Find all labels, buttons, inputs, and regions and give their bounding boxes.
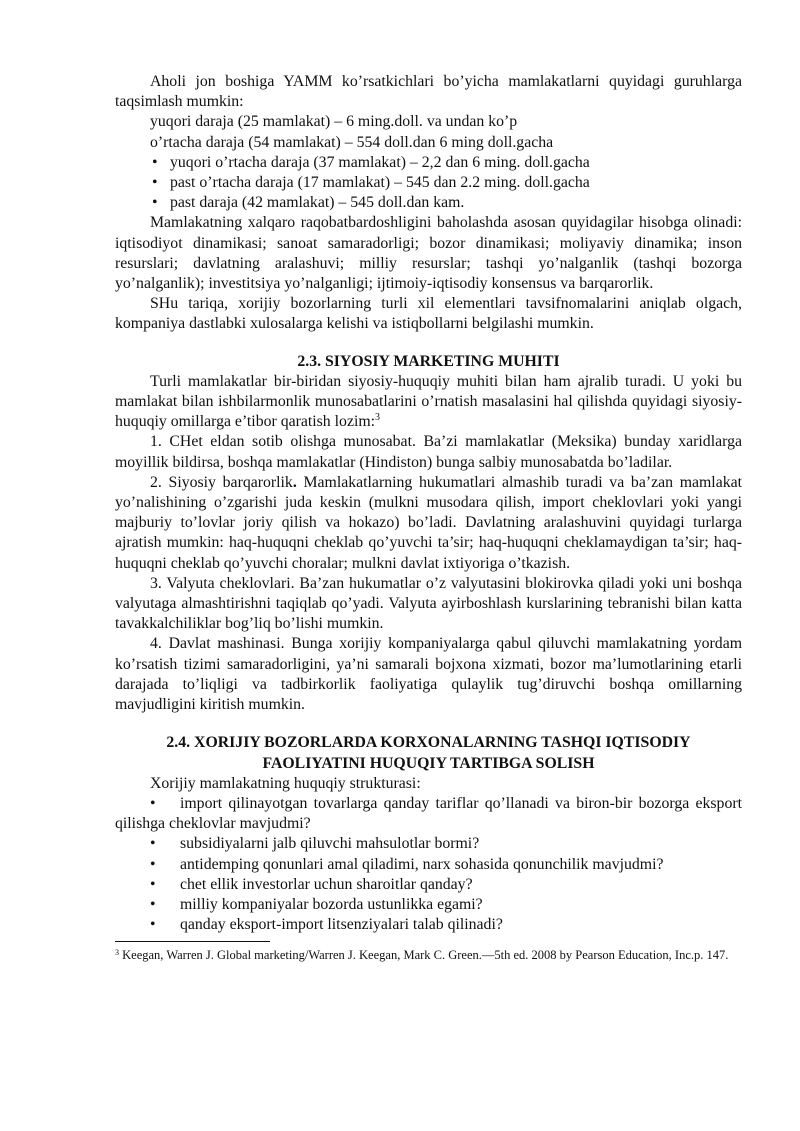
legal-bullet-item: • subsidiyalarni jalb qiluvchi mahsulotlar bormi? [115, 834, 742, 854]
paragraph-competitiveness: Mamlakatning xalqaro raqobatbardoshligini baholashda asosan quyidagilar hisobga olinadi: iqtisodiyot dinamikasi; sanoat samaradorligi; bozor dinamikasi; moliyaviy dinamika; inson resurslari; davlatning aralashuvi; milliy resurslar; tashqi yo’nalganlik (tashqi bozorga yo’nalganlik); investitsiya yo’nalganligi; ijtimoiy-iqtisodiy konsensus va barqarorlik. [115, 214, 742, 293]
group-item: o’rtacha daraja (54 mamlakat) – 554 doll.dan 6 ming doll.gacha [150, 133, 554, 151]
paragraph-conclusion: SHu tariqa, xorijiy bozorlarning turli xil elementlari tavsifnomalarini aniqlab olgach, kompaniya dastlabki xulosalarga kelishi va istiqbollarni belgilashi mumkin. [115, 295, 742, 333]
footnote-separator [115, 941, 270, 942]
group-bullet-item: • past daraja (42 mamlakat) – 545 doll.dan kam. [115, 193, 742, 213]
document-page [115, 72, 742, 965]
section-heading-2-4-line2: FAOLIYATINI HUQUQIY TARTIBGA SOLISH [262, 754, 595, 772]
numbered-item-4: 4. Davlat mashinasi. Bunga xorijiy kompaniyalarga qabul qiluvchi mamlakatning yordam ko’rsatish tizimi samaradorligini, ya’ni samarali bojxona xizmati, bozor ma’lumotlarining etarli darajada to’liqligi va tadbirkorlik faoliyatiga qulaylik tug’diruvchi boshqa omillarning mavjudligini kiritish mumkin. [115, 635, 742, 714]
legal-bullet-item: • qanday eksport-import litsenziyalari talab qilinadi? [115, 915, 742, 935]
paragraph-intro: Aholi jon boshiga YAMM ko’rsatkichlari bo’yicha mamlakatlarni quyidagi guruhlarga taqsimlash mumkin: [115, 73, 742, 111]
group-bullet-item: • past o’rtacha daraja (17 mamlakat) – 545 dan 2.2 ming. doll.gacha [115, 173, 742, 193]
section-2-3-intro [115, 372, 742, 433]
footnote-text: Keegan, Warren J. Global marketing/Warren J. Keegan, Mark C. Green.—5th ed. 2008 by Pearson Education, Inc.p. 147. [119, 948, 729, 963]
section-heading-2-3: 2.3. SIYOSIY MARKETING MUHITI [297, 352, 560, 370]
numbered-item-2-head: 2. Siyosiy barqarorlik [150, 473, 293, 491]
legal-bullet-item: • antidemping qonunlari amal qiladimi, narx sohasida qonunchilik mavjudmi? [115, 855, 742, 875]
numbered-item-2-body: Mamlakatlarning hukumatlari almashib turadi va ba’zan mamlakat yo’nalishining o’zgarishi juda keskin (mulkni musodara qilish, import cheklovlari yoki yangi majburiy to’lovlar joriy qilish va hokazo) bo’ladi. Davlatning aralashuvini quyidagi turlarga ajratish mumkin: haq-huquqni cheklab qo’yuvchi ta’sir; haq-huquqni cheklamaydigan ta’sir; haq-huquqni cheklab qo’yuvchi choralar; mulkni davlat ixtiyoriga o’tkazish. [115, 473, 743, 572]
section-heading-2-4-line1: 2.4. XORIJIY BOZORLARDA KORXONALARNING TASHQI IQTISODIY [166, 734, 691, 752]
footnote-mark: 3 [115, 948, 119, 958]
group-bullet-item: • yuqori o’rtacha daraja (37 mamlakat) – 2,2 dan 6 ming. doll.gacha [115, 153, 742, 173]
section-2-3-intro-text: Turli mamlakatlar bir-biridan siyosiy-huquqiy muhiti bilan ham ajralib turadi. U yoki bu mamlakat bilan ishbilarmonlik munosabatlarini o’rnatish masalasini hal qilishda quyidagi siyosiy-huquqiy omillarga e’tibor qaratish lozim: [115, 372, 742, 431]
numbered-item-2-dot: . [292, 473, 297, 491]
numbered-item-2 [115, 473, 742, 574]
footnote [115, 946, 742, 965]
footnote-reference[interactable]: 3 [375, 412, 381, 424]
legal-bullet-item: • chet ellik investorlar uchun sharoitlar qanday? [115, 875, 742, 895]
section-2-4-intro: Xorijiy mamlakatning huquqiy strukturasi: [150, 774, 421, 792]
group-item: yuqori daraja (25 mamlakat) – 6 ming.doll. va undan ko’p [150, 113, 518, 131]
numbered-item-1: 1. CHet eldan sotib olishga munosabat. Ba’zi mamlakatlar (Meksika) bunday xaridlarga moyillik bildirsa, boshqa mamlakatlar (Hindiston) bunga salbiy munosabatda bo’ladilar. [115, 433, 742, 471]
legal-bullet-item: • import qilinayotgan tovarlarga qanday tariflar qo’llanadi va biron-bir bozorga eksport qilishga cheklovlar mavjudmi? [115, 794, 742, 834]
legal-bullet-item: • milliy kompaniyalar bozorda ustunlikka egami? [115, 895, 742, 915]
numbered-item-3: 3. Valyuta cheklovlari. Ba’zan hukumatlar o’z valyutasini blokirovka qiladi yoki uni boshqa valyutaga almashtirishni taqiqlab qo’yadi. Valyuta ayirboshlash kurslarining tebranishi bilan katta tavakkalchiliklar bog’liq bo’lishi mumkin. [115, 574, 742, 633]
section-heading-2-4 [115, 733, 742, 773]
